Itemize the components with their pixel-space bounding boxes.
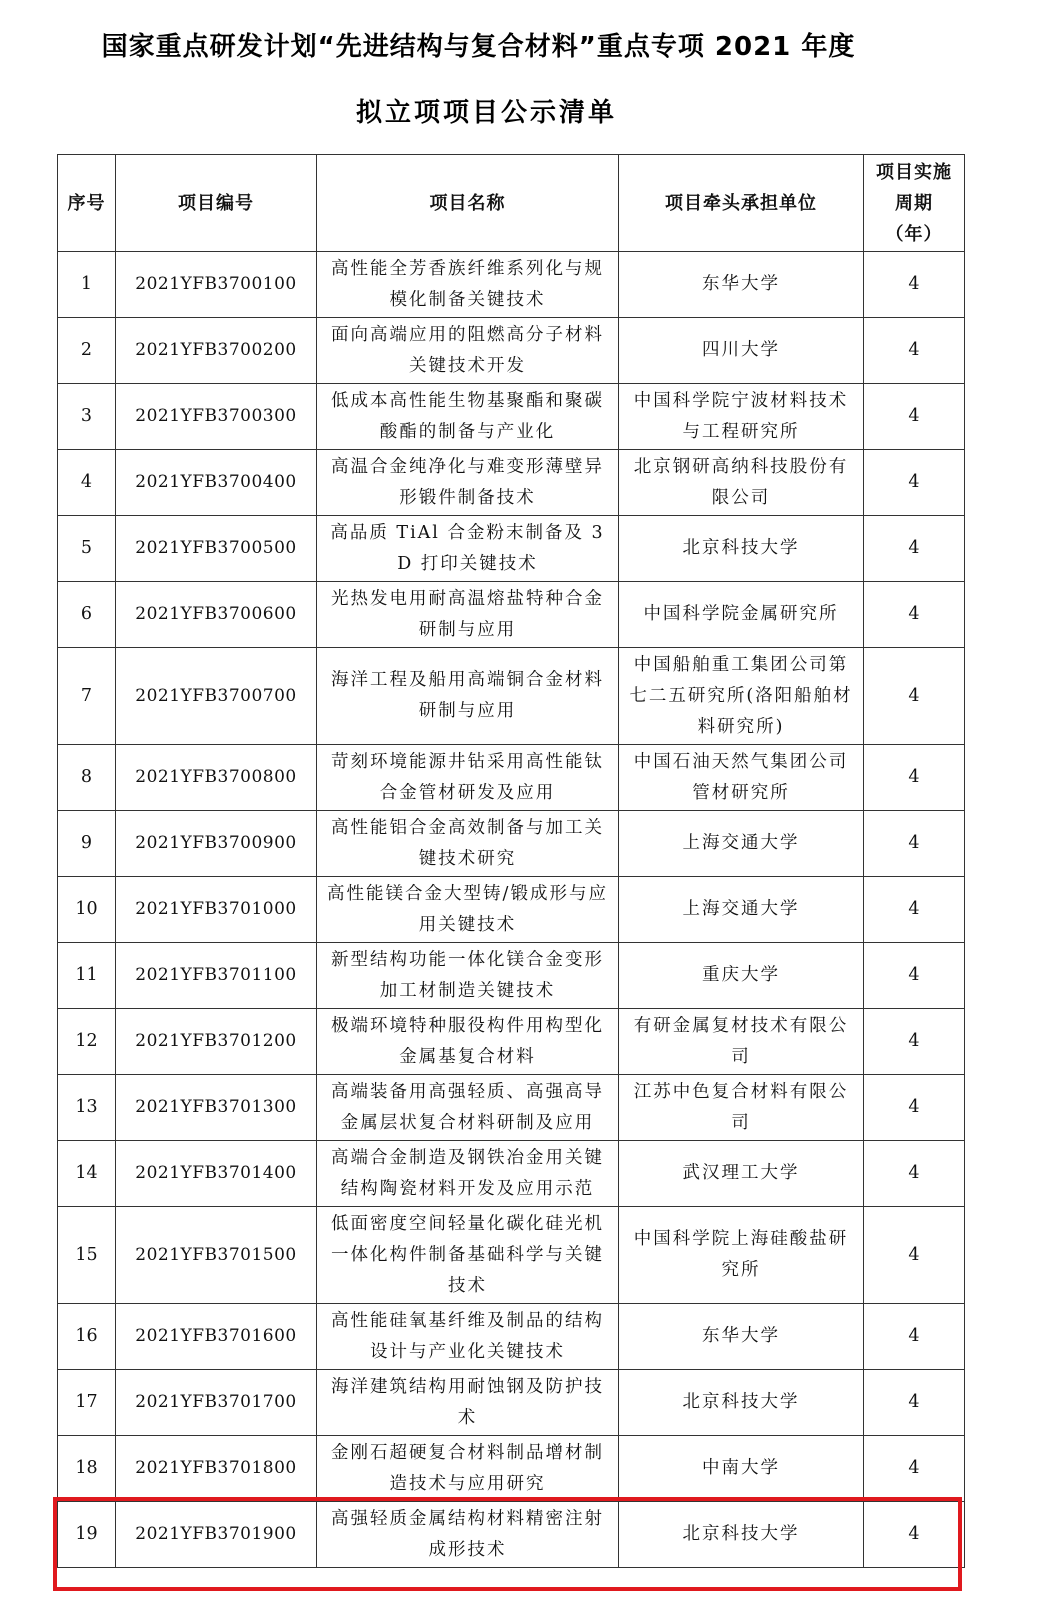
cell-period: 4 [864, 1075, 965, 1141]
table-row [58, 1502, 965, 1568]
cell-period: 4 [864, 1207, 965, 1304]
cell-unit: 中国科学院金属研究所 [619, 582, 864, 648]
cell-unit: 东华大学 [619, 252, 864, 318]
cell-code: 2021YFB3700400 [116, 450, 317, 516]
cell-period: 4 [864, 318, 965, 384]
cell-unit: 上海交通大学 [619, 877, 864, 943]
cell-unit: 东华大学 [619, 1304, 864, 1370]
cell-name: 海洋建筑结构用耐蚀钢及防护技术 [317, 1370, 619, 1436]
header-code: 项目编号 [116, 155, 317, 252]
cell-code: 2021YFB3700600 [116, 582, 317, 648]
cell-name: 光热发电用耐高温熔盐特种合金研制与应用 [317, 582, 619, 648]
cell-name: 面向高端应用的阻燃高分子材料关键技术开发 [317, 318, 619, 384]
cell-name: 高性能硅氧基纤维及制品的结构设计与产业化关键技术 [317, 1304, 619, 1370]
cell-unit: 中国船舶重工集团公司第七二五研究所(洛阳船舶材料研究所) [619, 648, 864, 745]
cell-unit: 中国石油天然气集团公司管材研究所 [619, 745, 864, 811]
cell-name: 金刚石超硬复合材料制品增材制造技术与应用研究 [317, 1436, 619, 1502]
table-row [58, 943, 965, 1009]
cell-unit: 北京钢研高纳科技股份有限公司 [619, 450, 864, 516]
table-row [58, 252, 965, 318]
table-row [58, 384, 965, 450]
cell-unit: 江苏中色复合材料有限公司 [619, 1075, 864, 1141]
cell-code: 2021YFB3701600 [116, 1304, 317, 1370]
table-row [58, 1207, 965, 1304]
cell-code: 2021YFB3700300 [116, 384, 317, 450]
header-row [58, 155, 965, 252]
cell-period: 4 [864, 811, 965, 877]
cell-period: 4 [864, 1502, 965, 1568]
cell-seq: 12 [58, 1009, 116, 1075]
cell-unit: 有研金属复材技术有限公司 [619, 1009, 864, 1075]
cell-seq: 18 [58, 1436, 116, 1502]
cell-seq: 3 [58, 384, 116, 450]
header-period: 项目实施周期（年） [864, 155, 965, 252]
document-subtitle: 拟立项项目公示清单 [355, 98, 617, 128]
table-row [58, 582, 965, 648]
cell-period: 4 [864, 943, 965, 1009]
cell-period: 4 [864, 1370, 965, 1436]
table-row [58, 1141, 965, 1207]
cell-period: 4 [864, 1009, 965, 1075]
cell-period: 4 [864, 582, 965, 648]
cell-name: 新型结构功能一体化镁合金变形加工材制造关键技术 [317, 943, 619, 1009]
header-seq: 序号 [58, 155, 116, 252]
cell-period: 4 [864, 450, 965, 516]
table-row [58, 648, 965, 745]
cell-code: 2021YFB3700200 [116, 318, 317, 384]
cell-unit: 中南大学 [619, 1436, 864, 1502]
cell-code: 2021YFB3701300 [116, 1075, 317, 1141]
cell-code: 2021YFB3701100 [116, 943, 317, 1009]
cell-name: 苛刻环境能源井钻采用高性能钛合金管材研发及应用 [317, 745, 619, 811]
cell-code: 2021YFB3701800 [116, 1436, 317, 1502]
cell-period: 4 [864, 516, 965, 582]
cell-seq: 17 [58, 1370, 116, 1436]
cell-period: 4 [864, 745, 965, 811]
cell-seq: 19 [58, 1502, 116, 1568]
table-row [58, 811, 965, 877]
header-unit: 项目牵头承担单位 [619, 155, 864, 252]
cell-name: 高性能镁合金大型铸/锻成形与应用关键技术 [317, 877, 619, 943]
cell-unit: 武汉理工大学 [619, 1141, 864, 1207]
cell-unit: 上海交通大学 [619, 811, 864, 877]
table-row [58, 1075, 965, 1141]
cell-seq: 10 [58, 877, 116, 943]
table-row [58, 318, 965, 384]
cell-period: 4 [864, 648, 965, 745]
cell-name: 高性能全芳香族纤维系列化与规模化制备关键技术 [317, 252, 619, 318]
table-row [58, 1436, 965, 1502]
cell-name: 高品质 TiAl 合金粉末制备及 3D 打印关键技术 [317, 516, 619, 582]
cell-name: 高端装备用高强轻质、高强高导金属层状复合材料研制及应用 [317, 1075, 619, 1141]
table-row [58, 877, 965, 943]
cell-name: 高温合金纯净化与难变形薄壁异形锻件制备技术 [317, 450, 619, 516]
cell-code: 2021YFB3700500 [116, 516, 317, 582]
cell-seq: 16 [58, 1304, 116, 1370]
document-title: 国家重点研发计划“先进结构与复合材料”重点专项 2021 年度 [101, 32, 856, 62]
header-name: 项目名称 [317, 155, 619, 252]
cell-name: 高性能铝合金高效制备与加工关键技术研究 [317, 811, 619, 877]
cell-code: 2021YFB3701700 [116, 1370, 317, 1436]
cell-name: 低面密度空间轻量化碳化硅光机一体化构件制备基础科学与关键技术 [317, 1207, 619, 1304]
cell-code: 2021YFB3700800 [116, 745, 317, 811]
cell-unit: 中国科学院宁波材料技术与工程研究所 [619, 384, 864, 450]
cell-code: 2021YFB3700700 [116, 648, 317, 745]
cell-name: 高强轻质金属结构材料精密注射成形技术 [317, 1502, 619, 1568]
cell-seq: 2 [58, 318, 116, 384]
table-row [58, 1304, 965, 1370]
cell-seq: 8 [58, 745, 116, 811]
project-table [57, 154, 965, 1568]
cell-period: 4 [864, 1436, 965, 1502]
cell-seq: 1 [58, 252, 116, 318]
cell-name: 极端环境特种服役构件用构型化金属基复合材料 [317, 1009, 619, 1075]
cell-period: 4 [864, 252, 965, 318]
cell-period: 4 [864, 1141, 965, 1207]
table-row [58, 1009, 965, 1075]
table-row [58, 516, 965, 582]
cell-unit: 中国科学院上海硅酸盐研究所 [619, 1207, 864, 1304]
cell-period: 4 [864, 877, 965, 943]
cell-seq: 11 [58, 943, 116, 1009]
cell-name: 高端合金制造及钢铁冶金用关键结构陶瓷材料开发及应用示范 [317, 1141, 619, 1207]
table-row [58, 450, 965, 516]
cell-name: 低成本高性能生物基聚酯和聚碳酸酯的制备与产业化 [317, 384, 619, 450]
cell-seq: 5 [58, 516, 116, 582]
cell-code: 2021YFB3701500 [116, 1207, 317, 1304]
cell-code: 2021YFB3701400 [116, 1141, 317, 1207]
cell-name: 海洋工程及船用高端铜合金材料研制与应用 [317, 648, 619, 745]
table-row [58, 1370, 965, 1436]
cell-seq: 14 [58, 1141, 116, 1207]
cell-unit: 四川大学 [619, 318, 864, 384]
table-row [58, 745, 965, 811]
cell-seq: 9 [58, 811, 116, 877]
cell-seq: 7 [58, 648, 116, 745]
cell-seq: 15 [58, 1207, 116, 1304]
cell-code: 2021YFB3700900 [116, 811, 317, 877]
cell-code: 2021YFB3700100 [116, 252, 317, 318]
table-body [58, 252, 965, 1568]
cell-seq: 13 [58, 1075, 116, 1141]
cell-unit: 重庆大学 [619, 943, 864, 1009]
cell-seq: 4 [58, 450, 116, 516]
cell-period: 4 [864, 1304, 965, 1370]
cell-code: 2021YFB3701000 [116, 877, 317, 943]
cell-code: 2021YFB3701900 [116, 1502, 317, 1568]
cell-seq: 6 [58, 582, 116, 648]
cell-unit: 北京科技大学 [619, 1502, 864, 1568]
cell-unit: 北京科技大学 [619, 1370, 864, 1436]
cell-period: 4 [864, 384, 965, 450]
cell-unit: 北京科技大学 [619, 516, 864, 582]
cell-code: 2021YFB3701200 [116, 1009, 317, 1075]
